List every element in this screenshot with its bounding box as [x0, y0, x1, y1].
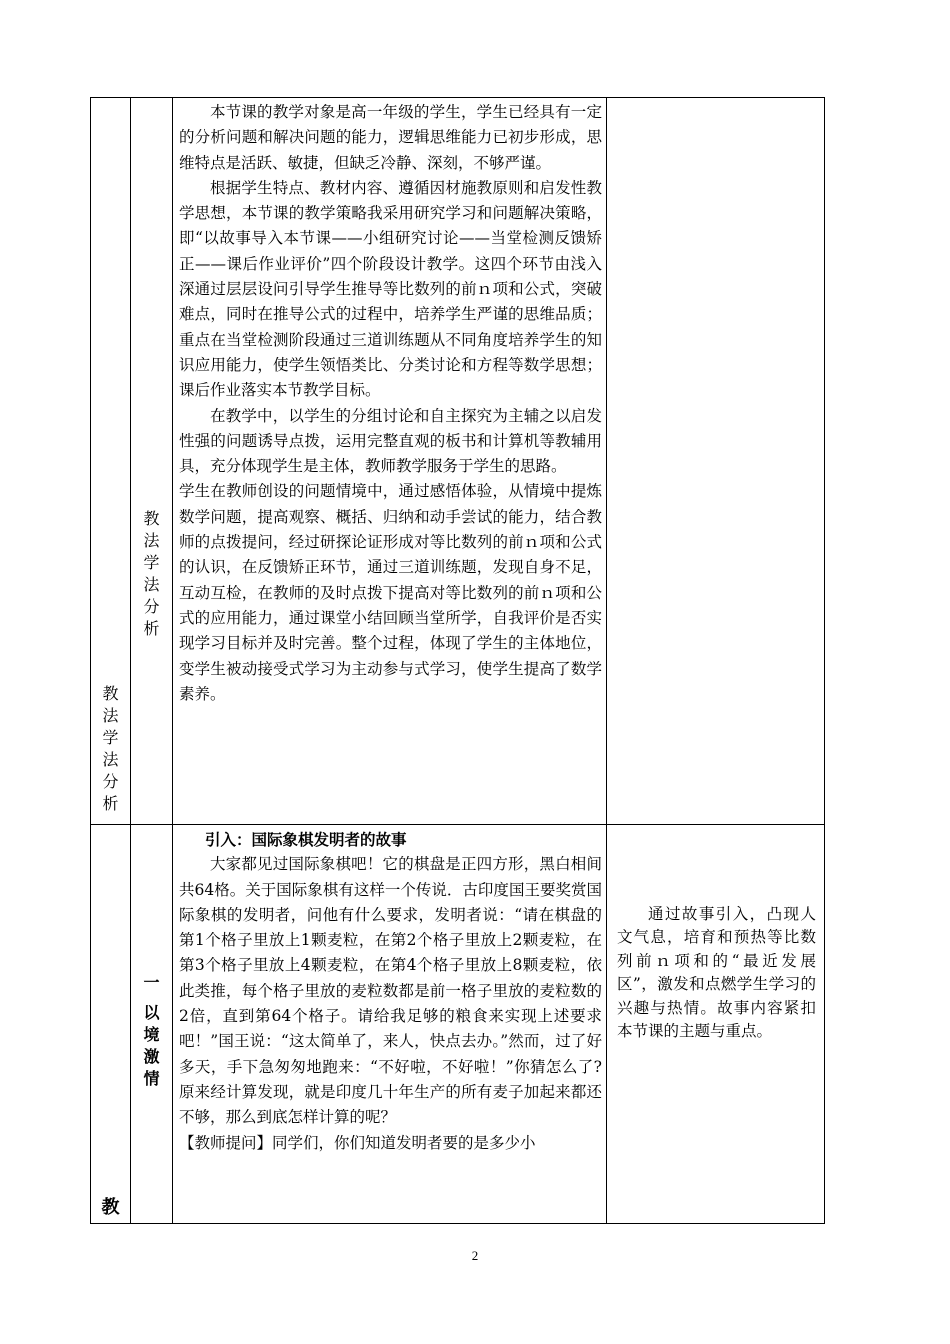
design-intent-text: 通过故事引入，凸现人文气息，培育和预热等比数列前ｎ项和的“最近发展区”，激发和点燃学生学习的兴趣与热情。故事内容紧扣本节课的主题与重点。: [617, 905, 816, 1041]
section-label-cell: [91, 98, 131, 825]
page-number: 2: [471, 1248, 479, 1263]
lesson-plan-table: [90, 97, 825, 1224]
question-text: 同学们，你们知道发明者要的是多少小: [272, 1133, 536, 1152]
step-label: 以 境 激 情: [143, 1003, 160, 1088]
subsection-label-cell: [131, 98, 173, 825]
section-label: 教 法 学 法 分 析: [102, 684, 119, 813]
subsection-label: 教 法 学 法 分 析: [143, 509, 160, 638]
step-number: 一: [143, 973, 160, 992]
paragraph-strategy: 根据学生特点、教材内容、遵循因材施教原则和启发性教学思想，本节课的教学策略我采用研究学习和问题解决策略，即“以故事导入本节课——小组研究讨论——当堂检测反馈矫正——课后作业评价”四个阶段设计教学。这四个环节由浅入深通过层层设问引导学生推导等比数列的前ｎ项和公式，突破难点，同时在推导公式的过程中，培养学生严谨的思维品质；重点在当堂检测阶段通过三道训练题从不同角度培养学生的知识应用能力，使学生领悟类比、分类讨论和方程等数学思想；课后作业落实本节教学目标。: [179, 178, 602, 400]
teacher-question: [179, 1131, 602, 1156]
paragraph-students: 本节课的教学对象是高一年级的学生，学生已经具有一定的分析问题和解决问题的能力，逻辑思维能力已初步形成，思维特点是活跃、敏捷，但缺乏冷静、深刻，不够严谨。: [179, 103, 602, 172]
method-analysis-content: [173, 98, 607, 825]
paragraph-teaching: 在教学中，以学生的分组讨论和自主探究为主辅之以启发性强的问题诱导点拨，运用完整直观的板书和计算机等教辅用具，充分体现学生是主体，教师教学服务于学生的思路。: [179, 406, 602, 476]
section-label-cell: [91, 825, 131, 1224]
intro-title: 引入：国际象棋发明者的故事: [205, 830, 407, 849]
notes-cell-empty: [607, 98, 825, 825]
question-tag: 【教师提问】: [179, 1133, 273, 1152]
paragraph-learning: 学生在教师创设的问题情境中，通过感悟体验，从情境中提炼数学问题，提高观察、概括、归纳和动手尝试的能力，结合教师的点拨提问，经过研探论证形成对等比数列的前ｎ项和公式的认识，在反馈矫正环节，通过三道训练题，发现自身不足，互动互检，在教师的及时点拨下提高对等比数列的前ｎ项和公式的应用能力，通过课堂小结回顾当堂所学，自我评价是否实现学习目标并及时完善。整个过程，体现了学生的主体地位，变学生被动接受式学习为主动参与式学习，使学生提高了数学素养。: [179, 482, 602, 703]
intro-content: [173, 825, 607, 1224]
chess-story: 大家都见过国际象棋吧！它的棋盘是正四方形，黑白相间共64格。关于国际象棋有这样一个传说．古印度国王要奖赏国际象棋的发明者，问他有什么要求，发明者说：“请在棋盘的第1个格子里放上1颗麦粒，在第2个格子里放上2颗麦粒，在第3个格子里放上4颗麦粒，在第4个格子里放上8颗麦粒，依此类推，每个格子里放的麦粒数都是前一格子里放的麦粒数的2倍，直到第64个格子。请给我足够的粮食来实现上述要求吧！”国王说：“这太简单了，来人，快点去办。”然而，过了好多天，手下急匆匆地跑来：“不好啦，不好啦！”你猜怎么了?原来经计算发现，就是印度几十年生产的所有麦子加起来都还不够，那么到底怎样计算的呢？: [179, 855, 602, 1127]
design-intent-cell: [607, 825, 825, 1224]
step-label-cell: [131, 825, 173, 1224]
table-row-method-analysis: [91, 98, 825, 825]
table-row-intro: [91, 825, 825, 1224]
section-label-teach: 教: [101, 1197, 120, 1218]
